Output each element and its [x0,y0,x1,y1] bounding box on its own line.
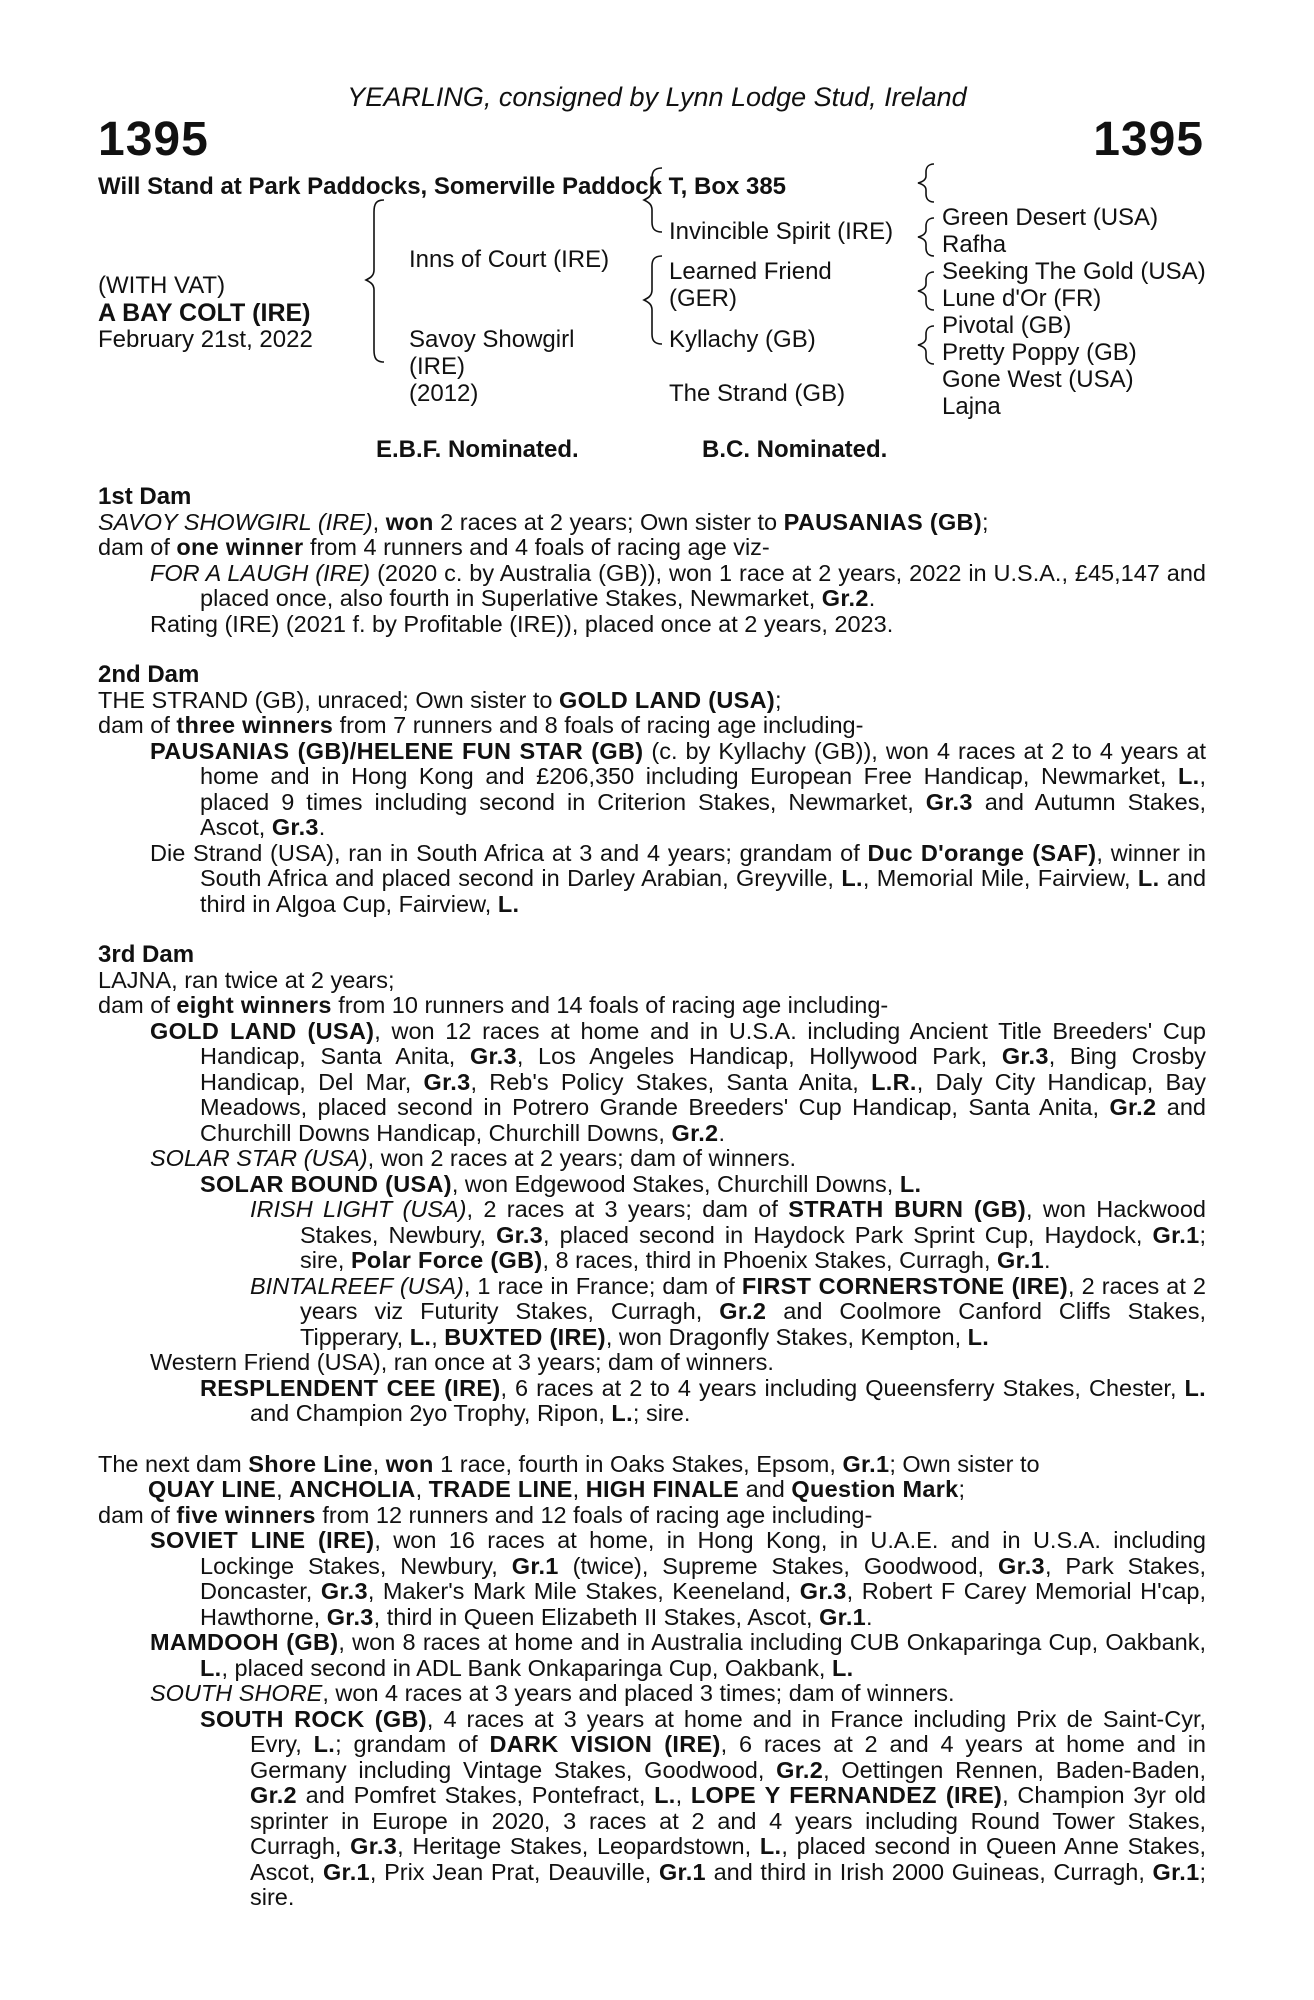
lot-number-right: 1395 [1093,113,1204,166]
dam-line3: (2012) [409,380,479,407]
gg-3: Seeking The Gold (USA) [942,258,1206,285]
vat-label: (WITH VAT) [98,272,226,299]
third-dam-heading: 3rd Dam [98,941,195,968]
next-dam-line2: dam of five winners from 12 runners and 12 foals of racing age including- [98,1501,873,1528]
sire-dam-line2: (GER) [669,285,737,312]
first-dam-line2: dam of one winner from 4 runners and 4 foals of racing age viz- [98,534,770,560]
consignor-line: YEARLING, consigned by Lynn Lodge Stud, Ireland [347,82,967,112]
third-dam-line1: LAJNA, ran twice at 2 years; [98,966,395,993]
gg-8: Lajna [942,393,1001,420]
south-rock-entry: SOUTH ROCK (GB), 4 races at 3 years at home and in France including Prix de Saint-Cyr, Evry, L.; grandam of DARK VISION (IRE), 6 races at 2 and 4 years at home and in Germany including Vintage Stakes, Goodwood, Gr.2, Oettingen Rennen, Baden-Baden, Gr.2 and Pomfret Stakes, Pontefract, L., LOPE Y FERNANDEZ (IRE), Champion 3yr old sprinter in Europe in 2020, 3 races at 2 and 4 years including Round Tower Stakes, Curragh, Gr.3, Heritage Stakes, Leopardstown, L., placed second in Queen Anne Stakes, Ascot, Gr.1, Prix Jean Prat, Deauville, Gr.1 and third in Irish 2000 Guineas, Curragh, Gr.1; sire. [200,1705,1207,1910]
first-dam-line1: SAVOY SHOWGIRL (IRE), won 2 races at 2 years; Own sister to PAUSANIAS (GB); [98,508,989,535]
first-dam-produce-1: FOR A LAUGH (IRE) (2020 c. by Australia (GB)), won 1 race at 2 years, 2022 in U.S.A., £45,147 and placed once, also fourth in Superlative Stakes, Newmarket, Gr.2. [150,559,1207,611]
mamdooh-entry: MAMDOOH (GB), won 8 races at home and in Australia including CUB Onkaparinga Cup, Oakbank, L., placed second in ADL Bank Onkaparinga Cup, Oakbank, L. [150,1629,1206,1681]
irish-light-entry: IRISH LIGHT (USA), 2 races at 3 years; dam of STRATH BURN (GB), won Hackwood Stakes, Newbury, Gr.3, placed second in Haydock Park Sprint Cup, Haydock, Gr.1; sire, Polar Force (GB), 8 races, third in Phoenix Stakes, Curragh, Gr.1. [250,1196,1206,1273]
gg-7: Gone West (USA) [942,366,1134,393]
dam-line1: Savoy Showgirl [409,326,575,353]
western-friend-entry: Western Friend (USA), ran once at 3 years; dam of winners. [150,1349,774,1375]
gold-land-entry: GOLD LAND (USA), won 12 races at home and in U.S.A. including Ancient Title Breeders' Cup Handicap, Santa Anita, Gr.3, Los Angeles Handicap, Hollywood Park, Gr.3, Bing Crosby Handicap, Del Mar, Gr.3, Reb's Policy Stakes, Santa Anita, L.R., Daly City Handicap, Bay Meadows, placed second in Potrero Grande Breeders' Cup Handicap, Santa Anita, Gr.2 and Churchill Downs Handicap, Churchill Downs, Gr.2. [150,1017,1207,1146]
stabling-location: Will Stand at Park Paddocks, Somerville Paddock T, Box 385 [98,173,787,200]
sire: Inns of Court (IRE) [409,246,610,273]
solar-star-entry: SOLAR STAR (USA), won 2 races at 2 years; dam of winners. [150,1145,797,1171]
horse-name: A BAY COLT (IRE) [98,299,311,327]
south-shore-entry: SOUTH SHORE, won 4 races at 3 years and placed 3 times; dam of winners. [150,1680,955,1706]
second-dam-produce-2: Die Strand (USA), ran in South Africa at 3 and 4 years; grandam of Duc D'orange (SAF), winner in South Africa and placed second in Darley Arabian, Greyville, L., Memorial Mile, Fairview, L. and third in Algoa Cup, Fairview, L. [150,839,1207,917]
foaling-date: February 21st, 2022 [98,326,313,353]
sire-dam-line1: Learned Friend [669,258,832,285]
bintalreef-entry: BINTALREEF (USA), 1 race in France; dam of FIRST CORNERSTONE (IRE), 2 races at 2 years viz Futurity Stakes, Curragh, Gr.2 and Coolmore Canford Cliffs Stakes, Tipperary, L., BUXTED (IRE), won Dragonfly Stakes, Kempton, L. [250,1272,1207,1350]
gg-1: Green Desert (USA) [942,204,1159,231]
next-dam-sisters: QUAY LINE, ANCHOLIA, TRADE LINE, HIGH FINALE and Question Mark; [148,1476,966,1502]
lot-number-left: 1395 [98,113,209,166]
gg-2: Rafha [942,231,1007,258]
resplendent-cee-entry: RESPLENDENT CEE (IRE), 6 races at 2 to 4 years including Queensferry Stakes, Chester, L. and Champion 2yo Trophy, Ripon, L.; sire. [200,1374,1206,1426]
sire-sire: Invincible Spirit (IRE) [669,218,894,245]
second-dam-line2: dam of three winners from 7 runners and 8 foals of racing age including- [98,712,864,738]
solar-bound-entry: SOLAR BOUND (USA), won Edgewood Stakes, Churchill Downs, L. [200,1170,922,1197]
gg-4: Lune d'Or (FR) [942,285,1102,312]
second-dam-line1: THE STRAND (GB), unraced; Own sister to GOLD LAND (USA); [98,686,782,713]
soviet-line-entry: SOVIET LINE (IRE), won 16 races at home, in Hong Kong, in U.A.E. and in U.S.A. including Lockinge Stakes, Newbury, Gr.1 (twice), Supreme Stakes, Goodwood, Gr.3, Park Stakes, Doncaster, Gr.3, Maker's Mark Mile Stakes, Keeneland, Gr.3, Robert F Carey Memorial H'cap, Hawthorne, Gr.3, third in Queen Elizabeth II Stakes, Ascot, Gr.1. [150,1527,1207,1630]
third-dam-line2: dam of eight winners from 10 runners and 14 foals of racing age including- [98,992,889,1018]
first-dam-heading: 1st Dam [98,483,192,510]
next-dam-line1: The next dam Shore Line, won 1 race, fourth in Oaks Stakes, Epsom, Gr.1; Own sister to [98,1450,1040,1477]
ebf-nominated: E.B.F. Nominated. [376,436,579,463]
dam-line2: (IRE) [409,353,465,380]
pedigree-table [98,204,1238,434]
family-notes [98,484,1206,1911]
gg-6: Pretty Poppy (GB) [942,339,1137,366]
gg-5: Pivotal (GB) [942,312,1072,339]
bc-nominated: B.C. Nominated. [702,436,888,463]
dam-dam: The Strand (GB) [669,380,846,407]
dam-sire: Kyllachy (GB) [669,326,816,353]
first-dam-produce-2: Rating (IRE) (2021 f. by Profitable (IRE)), placed once at 2 years, 2023. [150,610,894,637]
second-dam-produce-1: PAUSANIAS (GB)/HELENE FUN STAR (GB) (c. by Kyllachy (GB)), won 4 races at 2 to 4 years at home and in Hong Kong and £206,350 including European Free Handicap, Newmarket, L., placed 9 times including second in Criterion Stakes, Newmarket, Gr.3 and Autumn Stakes, Ascot, Gr.3. [150,737,1206,840]
second-dam-heading: 2nd Dam [98,661,200,688]
